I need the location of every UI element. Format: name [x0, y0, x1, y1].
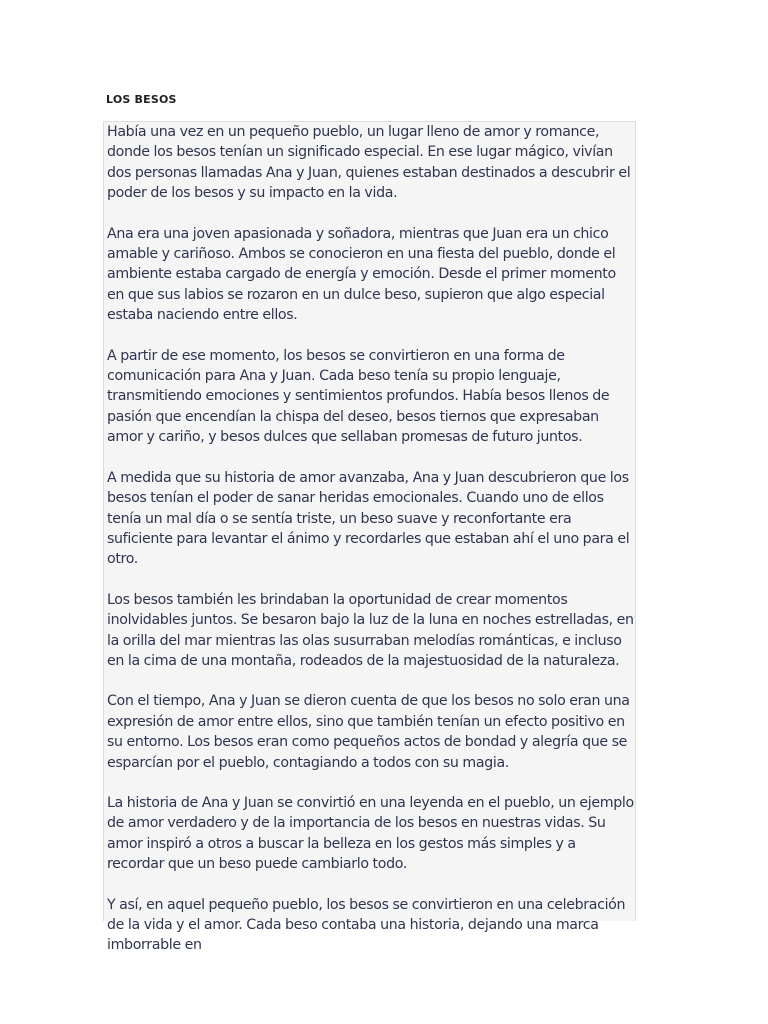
- paragraph: Los besos también les brindaban la oportunidad de crear momentos inolvidables juntos. Se besaron bajo la luz de la luna en noches estrelladas, en la orilla del mar mientras las olas susurraban melodías románticas, e incluso en la cima de una montaña, rodeados de la majestuosidad de la naturaleza.: [107, 591, 634, 669]
- document-title: LOS BESOS: [106, 93, 177, 106]
- paragraph: Había una vez en un pequeño pueblo, un lugar lleno de amor y romance, donde los besos tenían un significado especial. En ese lugar mágico, vivían dos personas llamadas Ana y Juan, quienes estaban destinados a descubrir el poder de los besos y su impacto en la vida.: [107, 124, 631, 202]
- paragraph: La historia de Ana y Juan se convirtió en una leyenda en el pueblo, un ejemplo de amor verdadero y de la importancia de los besos en nuestras vidas. Su amor inspiró a otros a buscar la belleza en los gestos más simples y a recordar que un beso puede cambiarlo todo.: [107, 794, 634, 873]
- paragraph: Y así, en aquel pequeño pueblo, los besos se convirtieron en una celebración de la vida y el amor. Cada beso contaba una historia, dejando una marca imborrable en: [107, 896, 626, 954]
- paragraph: Con el tiempo, Ana y Juan se dieron cuenta de que los besos no solo eran una expresión de amor entre ellos, sino que también tenían un efecto positivo en su entorno. Los besos eran como pequeños actos de bondad y alegría que se esparcían por el pueblo, contagiando a todos con su magia.: [107, 693, 630, 771]
- story-text-area: [103, 121, 636, 954]
- paragraph: A medida que su historia de amor avanzaba, Ana y Juan descubrieron que los besos tenían el poder de sanar heridas emocionales. Cuando uno de ellos tenía un mal día o se sentía triste, un beso suave y reconfortante era suficiente para levantar el ánimo y recordarles que estaban ahí el uno para el otro.: [107, 469, 630, 568]
- paragraph: Ana era una joven apasionada y soñadora, mientras que Juan era un chico amable y cariñoso. Ambos se conocieron en una fiesta del pueblo, donde el ambiente estaba cargado de energía y emoción. Desde el primer momento en que sus labios se rozaron en un dulce beso, supieron que algo especial estaba naciendo entre ellos.: [107, 225, 616, 324]
- paragraph: A partir de ese momento, los besos se convirtieron en una forma de comunicación para Ana y Juan. Cada beso tenía su propio lenguaje, transmitiendo emociones y sentimientos profundos. Había besos llenos de pasión que encendían la chispa del deseo, besos tiernos que expresaban amor y cariño, y besos dulces que sellaban promesas de futuro juntos.: [107, 347, 610, 446]
